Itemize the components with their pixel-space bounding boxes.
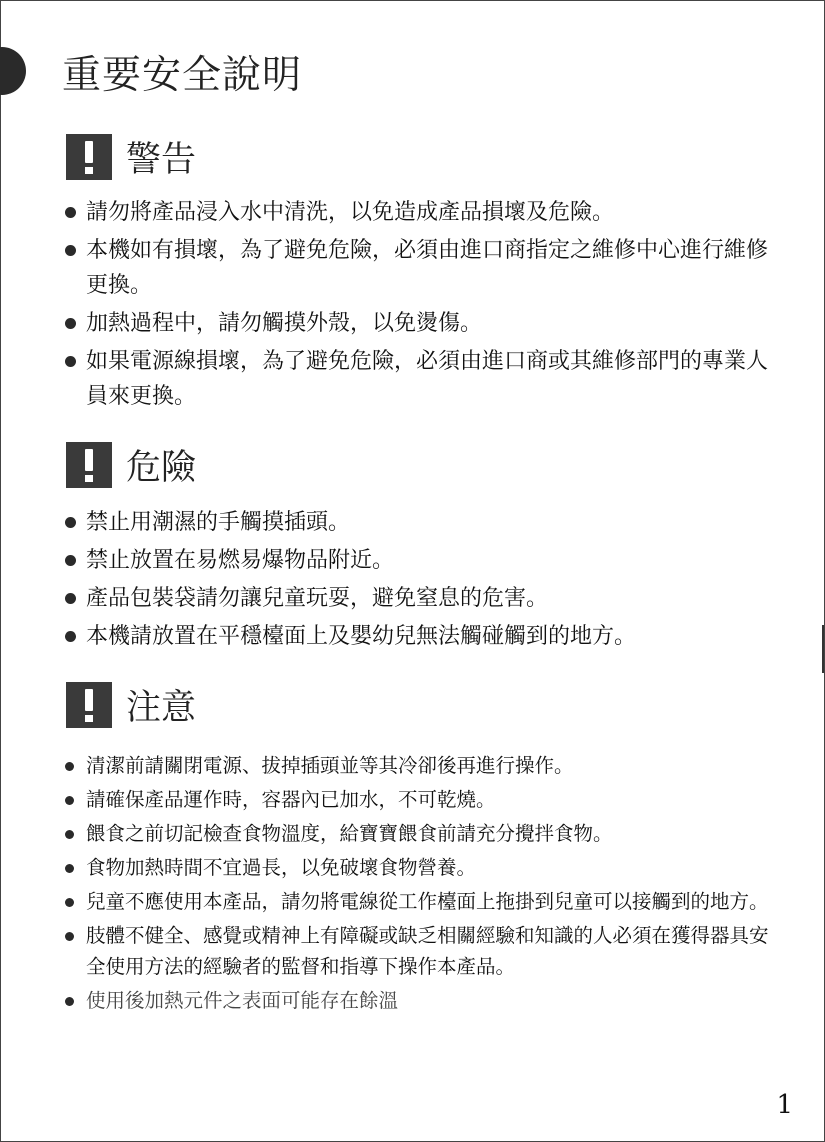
edge-mark (822, 625, 824, 673)
section-warning-header (66, 132, 196, 182)
bullet-icon (65, 356, 76, 367)
page-number: 1 (776, 1090, 793, 1120)
list-item: 請確保產品運作時，容器內已加水，不可乾燒。 (64, 784, 784, 815)
list-item: 食物加熱時間不宜過長，以免破壞食物營養。 (64, 852, 784, 883)
bullet-icon (65, 555, 76, 566)
exclamation-icon (66, 682, 112, 728)
section-title: 危險 (126, 448, 197, 488)
bullet-icon (65, 318, 76, 329)
bullet-icon (65, 593, 76, 604)
page-border-top (0, 0, 825, 1)
section-danger-list (64, 505, 784, 657)
section-caution-header (66, 680, 196, 730)
list-item: 禁止放置在易燃易爆物品附近。 (64, 543, 784, 578)
list-item: 清潔前請關閉電源、拔掉插頭並等其冷卻後再進行操作。 (64, 750, 784, 781)
bullet-icon (65, 631, 76, 642)
bullet-icon (65, 898, 74, 907)
list-item: 本機如有損壞，為了避免危險，必須由進口商指定之維修中心進行維修更換。 (64, 233, 784, 303)
list-item: 加熱過程中，請勿觸摸外殼，以免燙傷。 (64, 306, 784, 341)
page-border-left (0, 0, 1, 1142)
bullet-icon (65, 997, 74, 1006)
bullet-icon (65, 207, 76, 218)
chapter-tab-marker (0, 47, 26, 95)
page-title: 重要安全說明 (62, 53, 303, 98)
list-item: 禁止用潮濕的手觸摸插頭。 (64, 505, 784, 540)
bullet-icon (65, 796, 74, 805)
section-caution-list (64, 750, 784, 1019)
list-item: 餵食之前切記檢查食物溫度，給寶寶餵食前請充分攪拌食物。 (64, 818, 784, 849)
exclamation-icon (66, 134, 112, 180)
bullet-icon (65, 864, 74, 873)
bullet-icon (65, 830, 74, 839)
section-warning-list (64, 195, 784, 417)
list-item: 本機請放置在平穩檯面上及嬰幼兒無法觸碰觸到的地方。 (64, 619, 784, 654)
bullet-icon (65, 762, 74, 771)
list-item: 如果電源線損壞，為了避免危險，必須由進口商或其維修部門的專業人員來更換。 (64, 344, 784, 414)
section-danger-header (66, 440, 196, 490)
list-item: 請勿將產品浸入水中清洗，以免造成產品損壞及危險。 (64, 195, 784, 230)
bullet-icon (65, 517, 76, 528)
bullet-icon (65, 932, 74, 941)
section-title: 警告 (126, 140, 197, 180)
exclamation-icon (66, 442, 112, 488)
list-item: 肢體不健全、感覺或精神上有障礙或缺乏相關經驗和知識的人必須在獲得器具安全使用方法的經驗者的監督和指導下操作本產品。 (64, 920, 784, 982)
section-title: 注意 (126, 688, 197, 728)
list-item: 兒童不應使用本產品，請勿將電線從工作檯面上拖掛到兒童可以接觸到的地方。 (64, 886, 784, 917)
bullet-icon (65, 245, 76, 256)
list-item: 使用後加熱元件之表面可能存在餘溫 (64, 985, 784, 1016)
list-item: 產品包裝袋請勿讓兒童玩耍，避免窒息的危害。 (64, 581, 784, 616)
